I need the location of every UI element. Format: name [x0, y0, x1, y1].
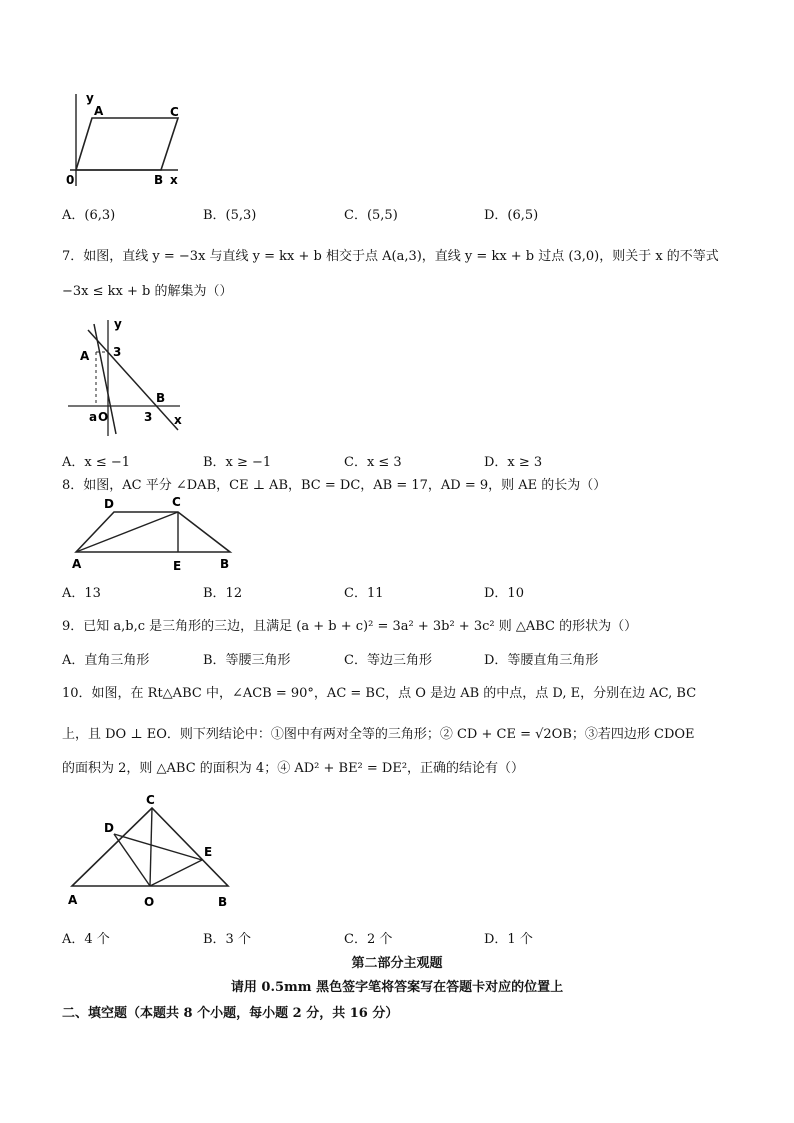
q7-label-3-x: 3: [144, 410, 153, 424]
q8-option-d: D．10: [484, 586, 524, 601]
q9-option-d: D．等腰直角三角形: [484, 653, 599, 668]
q7-stem-line1: 7．如图，直线 y = −3x 与直线 y = kx + b 相交于点 A(a,3)，直线 y = kx + b 过点 (3,0)，则关于 x 的不等式: [62, 249, 719, 264]
q7-label-O: O: [98, 410, 109, 424]
q9-stem-line1: 9．已知 a,b,c 是三角形的三边，且满足 (a + b + c)² = 3a² + 3b² + 3c² 则 △ABC 的形状为（）: [62, 619, 638, 634]
q6-label-B: B: [154, 173, 164, 187]
q10-figure: [62, 790, 238, 912]
q8-label-E: E: [173, 559, 182, 573]
q6-figure: [60, 88, 190, 192]
q6-label-O: 0: [66, 173, 75, 187]
q10-label-A: A: [68, 893, 78, 907]
q10-stem-line3: 的面积为 2，则 △ABC 的面积为 4；④ AD² + BE² = DE²，正确的结论有（）: [62, 761, 525, 776]
q6-label-x: x: [170, 173, 178, 187]
q10-label-O: O: [144, 895, 155, 909]
q7-label-a: a: [89, 410, 98, 424]
q8-stem-line1: 8．如图，AC 平分 ∠DAB，CE ⊥ AB，BC = DC，AB = 17，AD = 9，则 AE 的长为（）: [62, 478, 607, 493]
q9-option-c: C．等边三角形: [344, 653, 432, 668]
section2-heading: 二、填空题（本题共 8 个小题，每小题 2 分，共 16 分）: [62, 1006, 399, 1021]
q7-label-x: x: [174, 413, 182, 427]
q9-option-b: B．等腰三角形: [203, 653, 291, 668]
q7-option-b: B．x ≥ −1: [203, 455, 272, 470]
q7-option-d: D．x ≥ 3: [484, 455, 543, 470]
q8-option-b: B．12: [203, 586, 243, 601]
q8-label-D: D: [104, 497, 114, 511]
q6-label-A: A: [94, 104, 104, 118]
q10-option-a: A．4 个: [62, 932, 110, 947]
q7-figure: [60, 314, 188, 440]
q8-label-B: B: [220, 557, 230, 571]
q9-option-a: A．直角三角形: [62, 653, 150, 668]
q8-option-c: C．11: [344, 586, 384, 601]
q6-option-c: C．(5,5): [344, 208, 398, 223]
q10-stem-line1: 10．如图，在 Rt△ABC 中，∠ACB = 90°，AC = BC，点 O 是边 AB 的中点，点 D, E，分别在边 AC, BC: [62, 686, 697, 701]
q7-label-A: A: [80, 349, 90, 363]
q6-option-b: B．(5,3): [203, 208, 257, 223]
q7-option-c: C．x ≤ 3: [344, 455, 402, 470]
q10-label-B: B: [218, 895, 228, 909]
q10-option-d: D．1 个: [484, 932, 533, 947]
q8-option-a: A．13: [62, 586, 101, 601]
q10-label-D: D: [104, 821, 114, 835]
q6-option-a: A．(6,3): [62, 208, 116, 223]
q8-figure: [64, 494, 244, 576]
q10-label-E: E: [204, 845, 213, 859]
part2-title: 第二部分主观题: [351, 956, 443, 971]
q6-option-d: D．(6,5): [484, 208, 539, 223]
q6-label-C: C: [170, 105, 179, 119]
q10-label-C: C: [146, 793, 155, 807]
q10-option-b: B．3 个: [203, 932, 251, 947]
q8-label-A: A: [72, 557, 82, 571]
part2-instruction: 请用 0.5mm 黑色签字笔将答案写在答题卡对应的位置上: [230, 980, 564, 995]
q8-label-C: C: [172, 495, 181, 509]
q7-option-a: A．x ≤ −1: [62, 455, 131, 470]
q7-label-3-top: 3: [113, 345, 122, 359]
q6-label-y: y: [86, 91, 94, 105]
q10-stem-line2: 上，且 DO ⊥ EO．则下列结论中：①图中有两对全等的三角形；② CD + CE = √2OB；③若四边形 CDOE: [62, 727, 695, 742]
q7-label-B: B: [156, 391, 166, 405]
q10-option-c: C．2 个: [344, 932, 393, 947]
q7-label-y: y: [114, 317, 122, 331]
q7-stem-line2: −3x ≤ kx + b 的解集为（）: [62, 284, 233, 299]
